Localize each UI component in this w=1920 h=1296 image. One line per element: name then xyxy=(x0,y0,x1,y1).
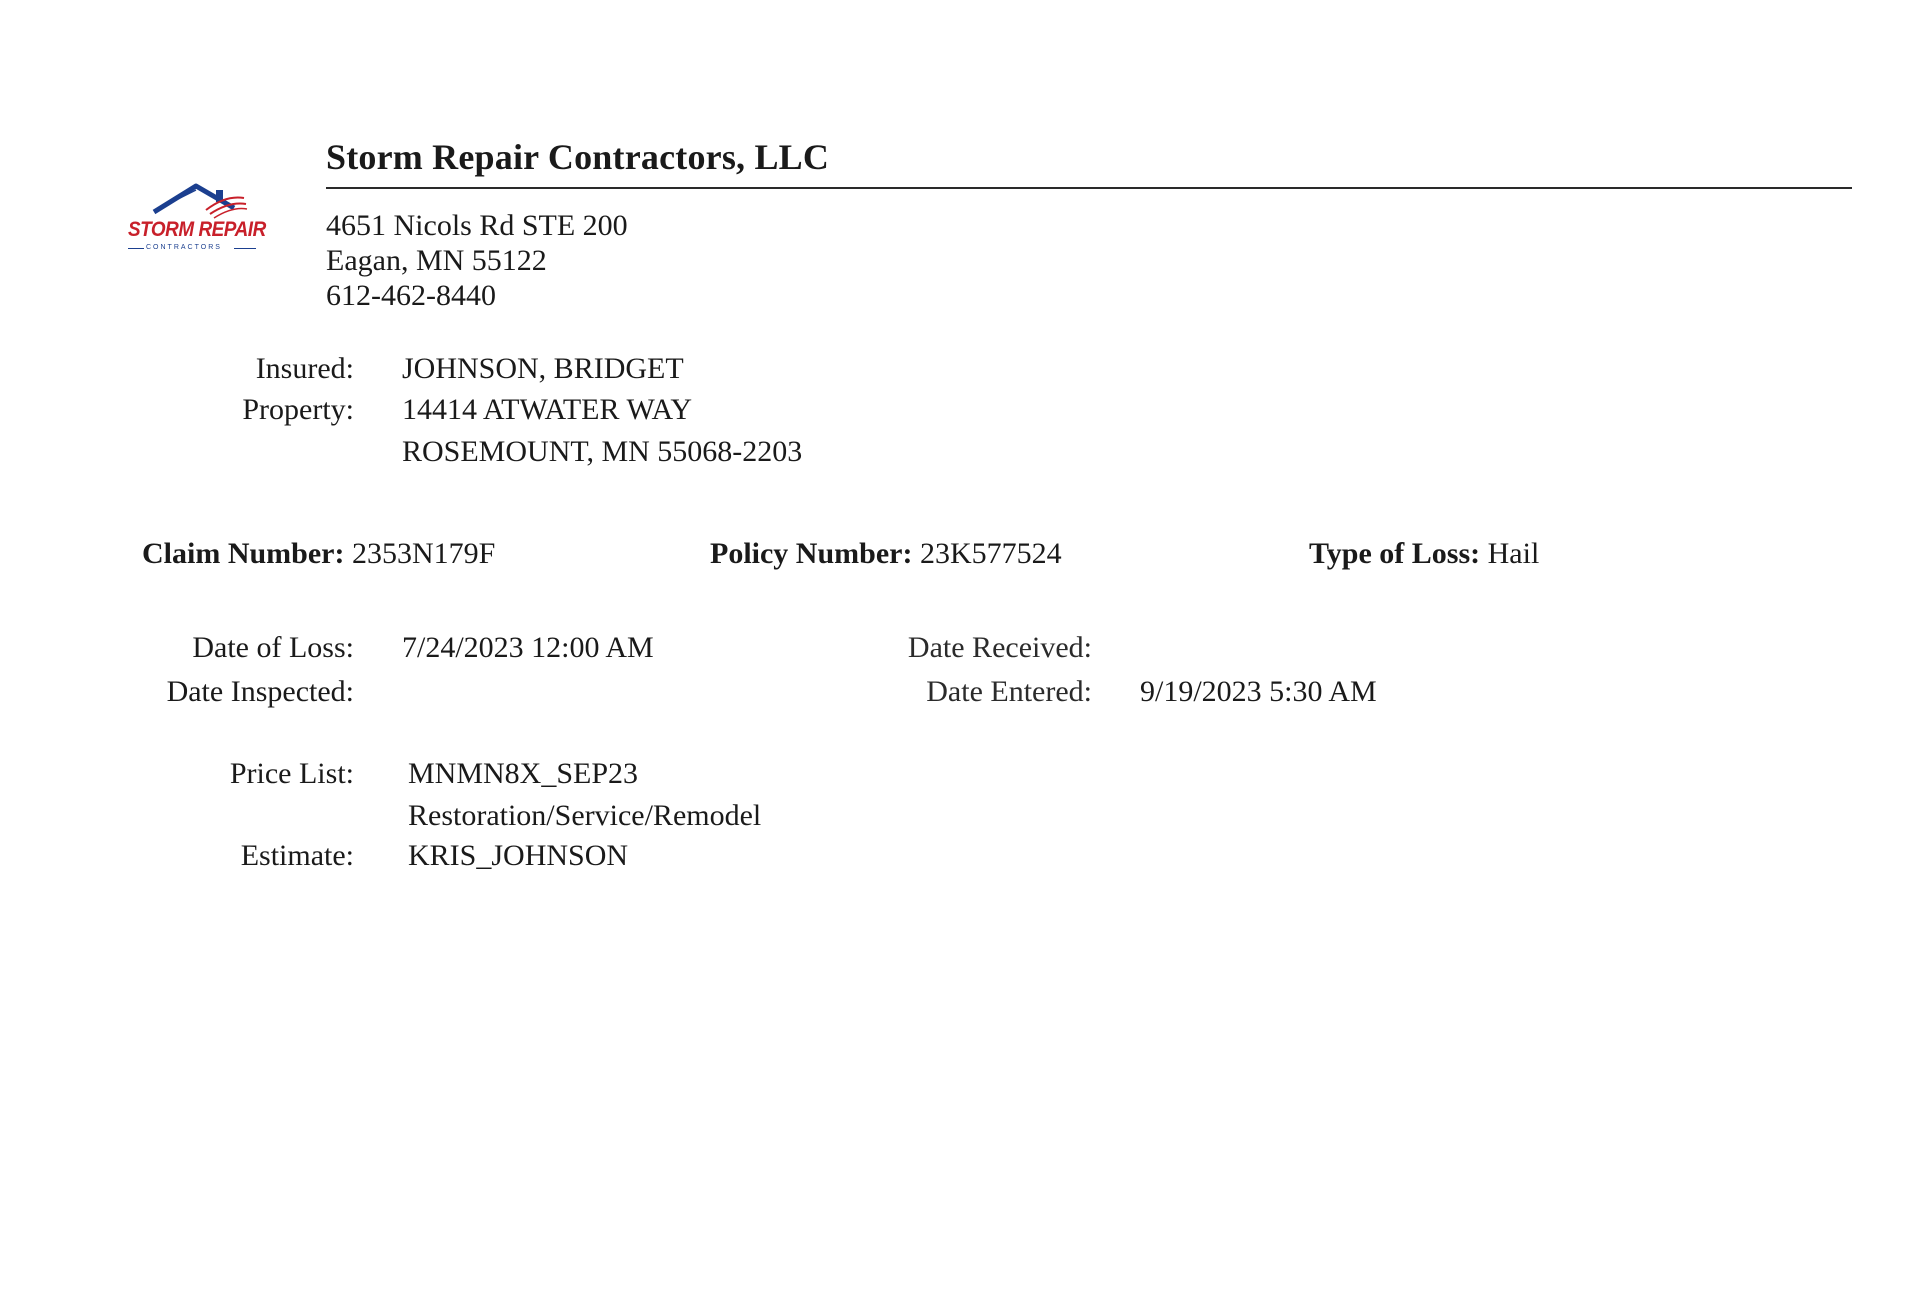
claim-number-label: Claim Number: xyxy=(142,537,345,570)
date-entered-label: Date Entered: xyxy=(926,675,1092,708)
date-entered-value: 9/19/2023 5:30 AM xyxy=(1140,675,1377,708)
policy-number-label: Policy Number: xyxy=(710,537,913,570)
date-inspected-label: Date Inspected: xyxy=(166,675,354,708)
company-address-line2: Eagan, MN 55122 xyxy=(326,244,547,277)
date-of-loss-label: Date of Loss: xyxy=(192,631,354,664)
policy-number xyxy=(710,537,1062,571)
property-line1: 14414 ATWATER WAY xyxy=(402,393,693,426)
insured-value: JOHNSON, BRIDGET xyxy=(402,352,684,385)
insured-label: Insured: xyxy=(255,352,354,385)
price-list-value: MNMN8X_SEP23 xyxy=(408,757,639,790)
header-divider xyxy=(326,187,1852,189)
property-line2: ROSEMOUNT, MN 55068-2203 xyxy=(402,435,803,468)
policy-number-value: 23K577524 xyxy=(919,537,1062,570)
date-received-label: Date Received: xyxy=(907,631,1092,664)
company-address-line1: 4651 Nicols Rd STE 200 xyxy=(326,209,628,242)
type-of-loss xyxy=(1309,537,1539,571)
type-of-loss-value: Hail xyxy=(1487,537,1540,570)
type-of-loss-label: Type of Loss: xyxy=(1309,537,1481,570)
property-label: Property: xyxy=(242,393,354,426)
logo-subtext: CONTRACTORS xyxy=(146,244,222,251)
claim-number-value: 2353N179F xyxy=(351,537,496,570)
company-logo xyxy=(124,178,264,262)
price-list-description: Restoration/Service/Remodel xyxy=(408,799,762,832)
logo-divider xyxy=(128,248,144,249)
company-name: Storm Repair Contractors, LLC xyxy=(326,137,830,177)
date-of-loss-value: 7/24/2023 12:00 AM xyxy=(402,631,654,664)
logo-text: STORM REPAIR xyxy=(128,218,266,241)
company-phone: 612-462-8440 xyxy=(326,279,496,312)
logo-divider xyxy=(234,248,256,249)
claim-number xyxy=(142,537,495,571)
estimate-value: KRIS_JOHNSON xyxy=(408,839,629,872)
price-list-label: Price List: xyxy=(229,757,354,790)
estimate-label: Estimate: xyxy=(240,839,354,872)
